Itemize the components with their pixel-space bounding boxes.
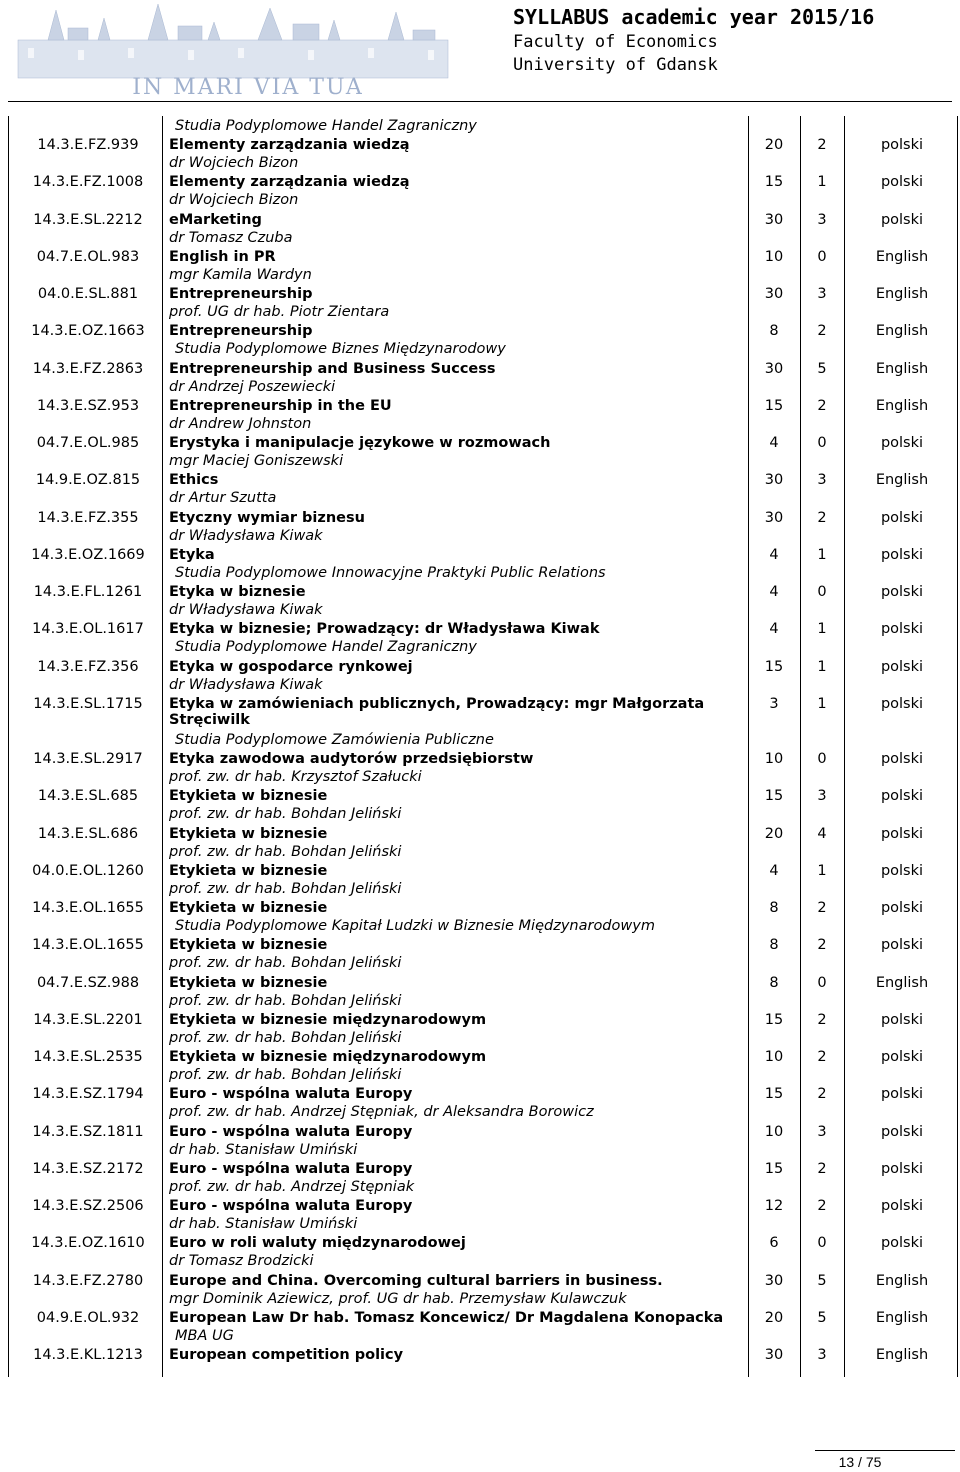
course-ects: 2 [817,900,827,916]
course-code: 04.7.E.OL.985 [36,435,140,451]
course-hours: 15 [764,397,784,414]
course-language: polski [880,1160,924,1177]
course-code: 14.3.E.OL.1655 [32,900,144,916]
course-hours: 15 [764,1086,784,1103]
course-code: 14.3.E.SZ.953 [36,397,140,414]
course-language: English [875,1309,929,1326]
course-teacher: prof. zw. dr hab. Andrzej Stępniak, dr Aleksandra Borowicz [169,1104,594,1121]
course-teacher: dr Wojciech Bizon [169,192,299,209]
course-hours: 10 [764,1123,784,1140]
course-teacher: dr hab. Stanisław Umiński [169,1216,358,1232]
course-title: Euro - wspólna waluta Europy [169,1123,413,1140]
course-language: polski [880,900,924,916]
course-ects: 1 [817,546,827,563]
course-teacher: prof. zw. dr hab. Krzysztof Szałucki [169,769,422,785]
course-hours: 20 [764,137,784,153]
course-code: 14.3.E.FZ.356 [37,658,139,675]
course-ects: 0 [817,974,827,991]
course-ects: 4 [817,825,827,842]
course-teacher: prof. zw. dr hab. Bohdan Jeliński [169,843,402,860]
course-title: Etykieta w biznesie [169,974,328,991]
course-title: Etykieta w biznesie międzynarodowym [169,1011,487,1028]
course-title: Etyka zawodowa audytorów przedsiębiorstw [169,751,534,767]
course-code: 14.3.E.FZ.355 [37,509,139,526]
course-hours: 15 [764,1011,784,1028]
course-code: 14.3.E.OL.1617 [32,621,144,638]
course-title: Euro - wspólna waluta Europy [169,1198,413,1214]
course-teacher: prof. zw. dr hab. Bohdan Jeliński [169,955,402,972]
course-title: Etyka [169,546,215,563]
course-teacher: MBA UG [175,1327,234,1344]
course-ects: 3 [817,472,827,489]
course-code: 14.3.E.OL.1655 [32,937,144,954]
course-hours: 30 [764,509,784,526]
course-teacher: prof. zw. dr hab. Bohdan Jeliński [169,806,402,823]
column-divider [844,116,845,1377]
course-teacher: mgr Maciej Goniszewski [169,453,344,469]
course-teacher: dr hab. Stanisław Umiński [169,1141,358,1158]
course-code: 14.3.E.SL.685 [37,788,139,805]
course-code: 14.3.E.SZ.1794 [32,1086,144,1103]
course-hours: 4 [769,435,779,451]
course-code: 14.3.E.SL.2201 [33,1011,143,1028]
course-hours: 15 [764,174,784,191]
course-hours: 15 [764,1160,784,1177]
course-title: Europe and China. Overcoming cultural barriers in business. [169,1272,663,1289]
course-hours: 30 [764,360,784,377]
syllabus-title: SYLLABUS academic year 2015/16 [513,5,875,29]
course-title: Etykieta w biznesie [169,937,328,954]
course-hours: 15 [764,658,784,675]
course-language: polski [880,658,924,675]
course-teacher: mgr Kamila Wardyn [169,266,312,283]
course-ects: 0 [817,248,827,265]
course-title: Elementy zarządzania wiedzą [169,137,410,153]
footer-divider [815,1450,955,1451]
course-code: 14.3.E.SZ.1811 [32,1123,144,1140]
course-teacher: Studia Podyplomowe Biznes Międzynarodowy [175,341,506,358]
course-ects: 2 [817,323,827,340]
column-divider [748,116,749,1377]
course-ects: 0 [817,584,827,600]
course-title: Entrepreneurship [169,286,313,302]
course-ects: 0 [817,435,827,451]
course-ects: 2 [817,937,827,954]
course-hours: 20 [764,1309,784,1326]
course-language: English [875,360,929,377]
course-ects: 5 [817,1309,827,1326]
course-code: 04.0.E.OL.1260 [32,862,144,879]
course-language: polski [880,695,924,712]
course-ects: 1 [817,621,827,638]
course-title: Erystyka i manipulacje językowe w rozmowach [169,435,551,451]
course-language: polski [880,862,924,879]
course-code: 14.3.E.FZ.2863 [32,360,144,377]
course-hours: 4 [769,862,779,879]
course-ects: 1 [817,174,827,191]
course-hours: 10 [764,751,784,767]
course-teacher: dr Artur Szutta [169,490,277,507]
course-title: Euro - wspólna waluta Europy [169,1086,413,1103]
course-hours: 8 [769,323,779,340]
column-divider [800,116,801,1377]
course-ects: 2 [817,509,827,526]
column-divider [957,116,958,1377]
course-teacher: dr Tomasz Brodzicki [169,1253,314,1270]
course-title: English in PR [169,248,276,265]
course-code: 14.3.E.FZ.1008 [32,174,144,191]
course-teacher: dr Władysława Kiwak [169,527,323,544]
course-code: 14.3.E.SL.1715 [33,695,143,712]
course-ects: 3 [817,1347,827,1363]
column-divider [8,116,9,1377]
course-ects: 2 [817,1049,827,1065]
course-hours: 8 [769,974,779,991]
course-title: Entrepreneurship and Business Success [169,360,496,377]
course-teacher: Studia Podyplomowe Zamówienia Publiczne [175,731,494,748]
course-teacher: Studia Podyplomowe Handel Zagraniczny [175,639,477,656]
course-language: polski [880,435,924,451]
course-code: 14.3.E.SL.2535 [33,1049,143,1065]
course-code: 14.3.E.OZ.1669 [31,546,145,563]
course-ects: 2 [817,1086,827,1103]
course-teacher: prof. zw. dr hab. Bohdan Jeliński [169,1067,402,1083]
course-code: 04.7.E.SZ.988 [36,974,140,991]
course-language: polski [880,211,924,228]
course-teacher: dr Tomasz Czuba [169,229,293,246]
course-code: 04.9.E.OL.932 [36,1309,140,1326]
course-ects: 5 [817,360,827,377]
course-teacher: prof. UG dr hab. Piotr Zientara [169,304,390,320]
course-title: Etyka w zamówieniach publicznych, Prowadzący: mgr Małgorzata Stręciwilk [169,695,705,728]
course-language: polski [880,546,924,563]
course-teacher: Studia Podyplomowe Innowacyjne Praktyki Public Relations [175,564,606,581]
course-hours: 30 [764,472,784,489]
course-teacher: dr Władysława Kiwak [169,602,323,618]
course-ects: 3 [817,788,827,805]
course-hours: 12 [764,1198,784,1214]
course-title: European Law Dr hab. Tomasz Koncewicz/ Dr Magdalena Konopacka [169,1309,724,1326]
course-title: Euro w roli waluty międzynarodowej [169,1235,466,1252]
course-title: Etykieta w biznesie [169,825,328,842]
course-teacher: dr Andrzej Poszewiecki [169,378,336,395]
course-title: Etyka w gospodarce rynkowej [169,658,413,675]
course-language: polski [880,788,924,805]
course-teacher: dr Władysława Kiwak [169,676,323,693]
course-language: English [875,1272,929,1289]
course-hours: 30 [764,286,784,302]
course-language: polski [880,937,924,954]
course-code: 14.3.E.FL.1261 [33,584,143,600]
course-hours: 8 [769,937,779,954]
course-code: 04.0.E.SL.881 [37,286,139,302]
course-ects: 1 [817,862,827,879]
course-language: polski [880,621,924,638]
course-ects: 2 [817,397,827,414]
course-language: polski [880,509,924,526]
faculty-name: Faculty of Economics [513,32,718,52]
course-hours: 8 [769,900,779,916]
course-language: English [875,472,929,489]
page-number: 13 / 75 [838,1454,882,1470]
course-hours: 30 [764,1272,784,1289]
course-ects: 2 [817,137,827,153]
course-code: 14.3.E.OZ.1663 [31,323,145,340]
course-language: English [875,286,929,302]
course-ects: 1 [817,695,827,712]
course-hours: 30 [764,211,784,228]
course-language: English [875,1347,929,1363]
course-title: Etykieta w biznesie [169,862,328,879]
course-title: Etykieta w biznesie [169,900,328,916]
course-language: polski [880,1086,924,1103]
course-code: 14.3.E.SL.2917 [33,751,143,767]
course-language: polski [880,1049,924,1065]
course-teacher: prof. zw. dr hab. Bohdan Jeliński [169,992,402,1009]
course-code: 14.3.E.SZ.2172 [32,1160,144,1177]
course-title: Elementy zarządzania wiedzą [169,174,410,191]
course-hours: 6 [769,1235,779,1252]
course-title: Entrepreneurship in the EU [169,397,392,414]
course-language: polski [880,1235,924,1252]
course-code: 14.3.E.FZ.939 [37,137,139,153]
course-code: 14.3.E.KL.1213 [33,1347,143,1363]
course-ects: 5 [817,1272,827,1289]
course-ects: 1 [817,658,827,675]
course-language: English [875,248,929,265]
course-language: English [875,397,929,414]
course-language: polski [880,137,924,153]
course-teacher: prof. zw. dr hab. Bohdan Jeliński [169,1029,402,1046]
course-language: polski [880,751,924,767]
course-ects: 0 [817,1235,827,1252]
course-ects: 3 [817,211,827,228]
university-name: University of Gdansk [513,55,718,75]
course-language: polski [880,1198,924,1214]
course-language: polski [880,584,924,600]
course-hours: 3 [769,695,779,712]
course-title: Euro - wspólna waluta Europy [169,1160,413,1177]
course-title: Etyka w biznesie; Prowadzący: dr Władysława Kiwak [169,621,600,638]
course-title: Etyka w biznesie [169,584,306,600]
course-language: English [875,323,929,340]
course-teacher: Studia Podyplomowe Handel Zagraniczny [175,118,477,134]
course-hours: 30 [764,1347,784,1363]
course-code: 14.3.E.SZ.2506 [32,1198,144,1214]
course-teacher: mgr Dominik Aziewicz, prof. UG dr hab. Przemysław Kulawczuk [169,1290,627,1307]
course-title: Etykieta w biznesie [169,788,328,805]
course-title: Ethics [169,472,219,489]
course-teacher: prof. zw. dr hab. Bohdan Jeliński [169,880,402,897]
course-code: 14.3.E.FZ.2780 [32,1272,144,1289]
course-language: English [875,974,929,991]
course-title: European competition policy [169,1347,404,1363]
course-title: Etyczny wymiar biznesu [169,509,365,526]
course-ects: 2 [817,1160,827,1177]
course-code: 14.9.E.OZ.815 [35,472,141,489]
course-ects: 3 [817,1123,827,1140]
course-hours: 4 [769,621,779,638]
course-language: polski [880,825,924,842]
course-language: polski [880,1011,924,1028]
course-teacher: Studia Podyplomowe Kapitał Ludzki w Biznesie Międzynarodowym [175,918,655,934]
column-divider [162,116,163,1377]
course-hours: 4 [769,546,779,563]
course-ects: 3 [817,286,827,302]
course-title: Entrepreneurship [169,323,313,340]
course-language: polski [880,174,924,191]
course-ects: 0 [817,751,827,767]
course-hours: 15 [764,788,784,805]
logo-motto: IN MARI VIA TUA [132,75,364,98]
course-code: 14.3.E.OZ.1610 [31,1235,145,1252]
course-code: 14.3.E.SL.686 [37,825,139,842]
course-hours: 10 [764,1049,784,1065]
course-teacher: dr Andrew Johnston [169,415,312,432]
course-code: 04.7.E.OL.983 [36,248,140,265]
course-hours: 10 [764,248,784,265]
course-hours: 20 [764,825,784,842]
course-teacher: prof. zw. dr hab. Andrzej Stępniak [169,1178,415,1195]
course-title: Etykieta w biznesie międzynarodowym [169,1049,487,1065]
course-teacher: dr Wojciech Bizon [169,155,299,171]
course-code: 14.3.E.SL.2212 [33,211,143,228]
course-title: eMarketing [169,211,262,228]
course-ects: 2 [817,1011,827,1028]
course-hours: 4 [769,584,779,600]
course-ects: 2 [817,1198,827,1214]
course-language: polski [880,1123,924,1140]
